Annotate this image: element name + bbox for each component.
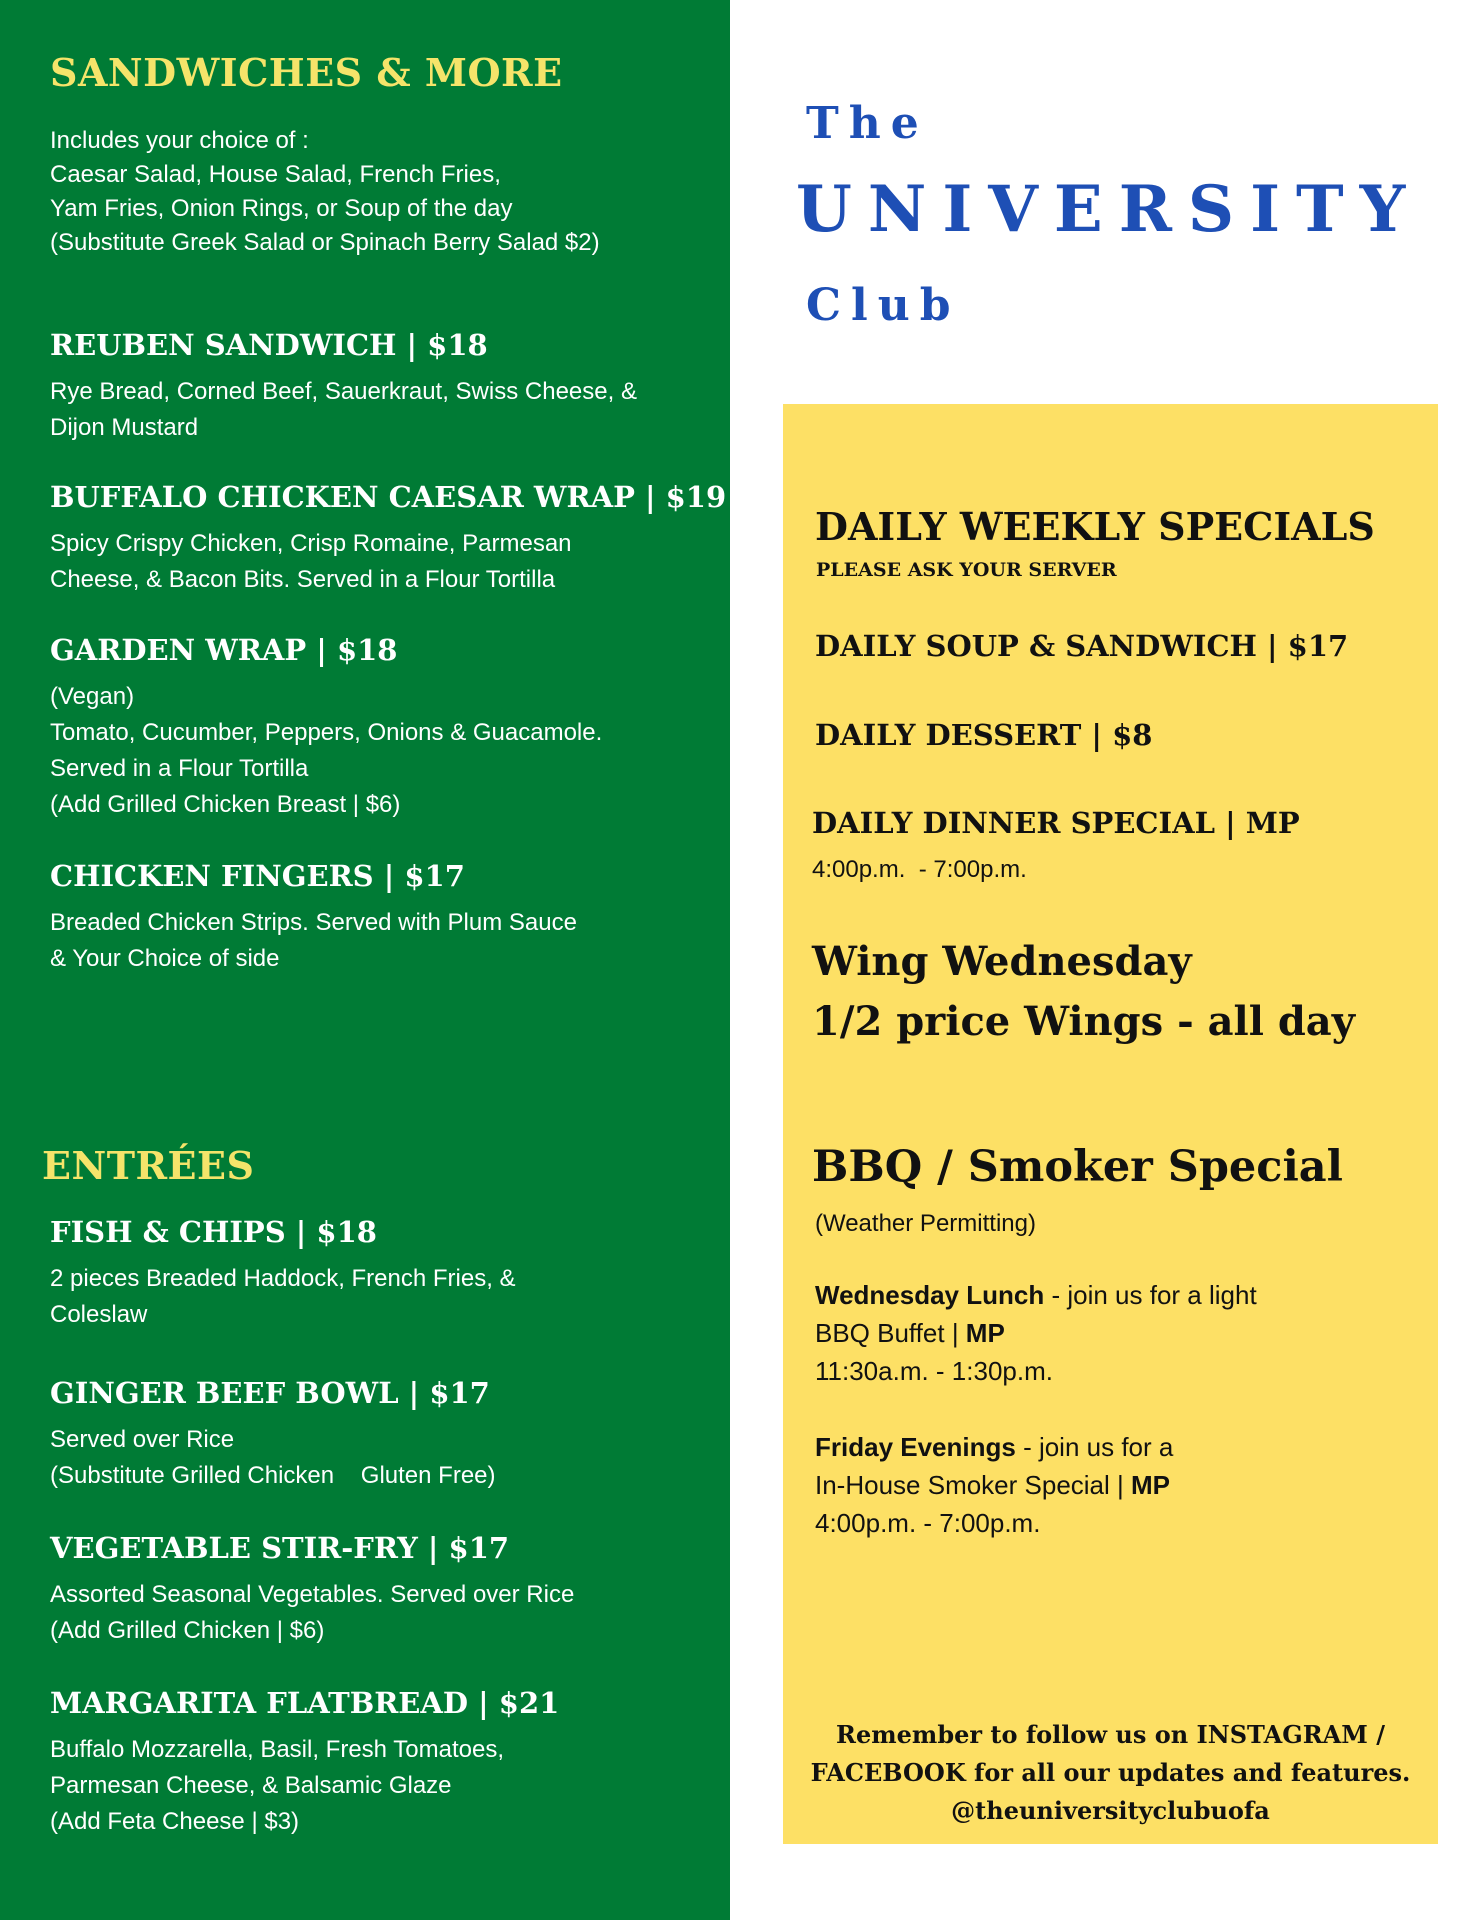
- brand-club: Club: [806, 280, 961, 331]
- menu-item-garden-wrap: [50, 633, 720, 823]
- menu-item-title: FISH & CHIPS | $18: [50, 1215, 377, 1249]
- menu-item-stir-fry: [50, 1531, 720, 1649]
- wednesday-lunch-text: - join us for a light: [1044, 1280, 1257, 1310]
- menu-item-desc: (Add Feta Cheese | $3): [50, 1808, 300, 1835]
- menu-item-desc: Rye Bread, Corned Beef, Sauerkraut, Swiss Cheese, &: [50, 378, 637, 405]
- friday-evenings-label: Friday Evenings: [815, 1432, 1016, 1462]
- menu-item-desc: Served over Rice: [50, 1426, 235, 1453]
- wednesday-lunch: [815, 1276, 1257, 1390]
- entrees-section-title: ENTRÉES: [42, 1143, 255, 1188]
- menu-item-buffalo-wrap: [50, 480, 727, 598]
- menu-item-desc: Dijon Mustard: [50, 414, 199, 441]
- specials-heading: DAILY WEEKLY SPECIALS: [815, 504, 1375, 549]
- bbq-note: (Weather Permitting): [815, 1210, 1036, 1237]
- special-dinner-time: 4:00p.m. - 7:00p.m.: [812, 856, 1027, 883]
- menu-item-title: BUFFALO CHICKEN CAESAR WRAP | $19: [50, 480, 727, 514]
- special-soup-sandwich: DAILY SOUP & SANDWICH | $17: [815, 629, 1349, 663]
- wing-wednesday: [812, 932, 1355, 1052]
- menu-item-desc: Breaded Chicken Strips. Served with Plum Sauce: [50, 909, 577, 936]
- menu-item-reuben: [50, 328, 720, 446]
- menu-item-desc: Cheese, & Bacon Bits. Served in a Flour Tortilla: [50, 566, 556, 593]
- wing-line: Wing Wednesday: [812, 938, 1192, 985]
- wing-line: 1/2 price Wings - all day: [812, 998, 1355, 1045]
- wednesday-lunch-label: Wednesday Lunch: [815, 1280, 1045, 1310]
- menu-item-flatbread: [50, 1686, 720, 1840]
- friday-smoker-price: MP: [1131, 1470, 1170, 1500]
- menu-item-ginger-beef: [50, 1376, 720, 1494]
- menu-item-desc: (Substitute Grilled Chicken Gluten Free): [50, 1462, 496, 1489]
- intro-line: Includes your choice of :: [50, 127, 309, 154]
- brand-the: The: [806, 98, 929, 149]
- intro-line: Yam Fries, Onion Rings, or Soup of the day: [50, 195, 513, 222]
- menu-item-title: CHICKEN FINGERS | $17: [50, 859, 465, 893]
- menu-item-desc: Tomato, Cucumber, Peppers, Onions & Guacamole.: [50, 719, 603, 746]
- menu-item-desc: & Your Choice of side: [50, 945, 280, 972]
- menu-item-desc: Buffalo Mozzarella, Basil, Fresh Tomatoes,: [50, 1736, 504, 1763]
- menu-item-desc: Served in a Flour Tortilla: [50, 755, 309, 782]
- menu-item-desc: (Add Grilled Chicken | $6): [50, 1617, 325, 1644]
- special-dinner: DAILY DINNER SPECIAL | MP: [812, 806, 1300, 840]
- menu-item-title: REUBEN SANDWICH | $18: [50, 328, 488, 362]
- social-handle: @theuniversityclubuofa: [951, 1796, 1270, 1825]
- menu-item-fish-chips: [50, 1215, 720, 1333]
- menu-item-title: VEGETABLE STIR-FRY | $17: [50, 1531, 510, 1565]
- daily-specials-panel: [783, 404, 1438, 1844]
- menu-item-desc: Coleslaw: [50, 1301, 148, 1328]
- menu-item-desc: (Add Grilled Chicken Breast | $6): [50, 791, 401, 818]
- footer-line: Remember to follow us on INSTAGRAM /: [836, 1720, 1385, 1749]
- intro-line: Caesar Salad, House Salad, French Fries,: [50, 161, 501, 188]
- menu-item-desc: (Vegan): [50, 683, 135, 710]
- wednesday-buffet-price: MP: [965, 1318, 1005, 1348]
- menu-item-desc: Assorted Seasonal Vegetables. Served over Rice: [50, 1581, 575, 1608]
- friday-evenings-time: 4:00p.m. - 7:00p.m.: [815, 1508, 1041, 1538]
- menu-item-desc: Parmesan Cheese, & Balsamic Glaze: [50, 1772, 452, 1799]
- bbq-title: BBQ / Smoker Special: [812, 1142, 1343, 1192]
- menu-item-title: MARGARITA FLATBREAD | $21: [50, 1686, 560, 1720]
- special-dessert: DAILY DESSERT | $8: [815, 718, 1153, 752]
- menu-item-desc: Spicy Crispy Chicken, Crisp Romaine, Parmesan: [50, 530, 572, 557]
- wednesday-lunch-time: 11:30a.m. - 1:30p.m.: [815, 1356, 1053, 1386]
- friday-smoker-text: In-House Smoker Special |: [815, 1470, 1131, 1500]
- friday-evenings: [815, 1428, 1173, 1542]
- menu-left-panel: [0, 0, 730, 1920]
- menu-item-title: GINGER BEEF BOWL | $17: [50, 1376, 490, 1410]
- menu-item-title: GARDEN WRAP | $18: [50, 633, 398, 667]
- brand-university: UNIVERSITY: [796, 172, 1422, 247]
- menu-item-desc: 2 pieces Breaded Haddock, French Fries, &: [50, 1265, 516, 1292]
- menu-item-chicken-fingers: [50, 859, 720, 977]
- footer-line: FACEBOOK for all our updates and features.: [810, 1758, 1411, 1787]
- sandwiches-intro: [50, 124, 600, 260]
- sandwiches-section-title: SANDWICHES & MORE: [50, 50, 563, 95]
- intro-line: (Substitute Greek Salad or Spinach Berry Salad $2): [50, 229, 600, 256]
- specials-subheading: PLEASE ASK YOUR SERVER: [816, 559, 1117, 581]
- social-follow-note: [783, 1716, 1438, 1830]
- wednesday-buffet-text: BBQ Buffet |: [815, 1318, 966, 1348]
- friday-evenings-text: - join us for a: [1015, 1432, 1174, 1462]
